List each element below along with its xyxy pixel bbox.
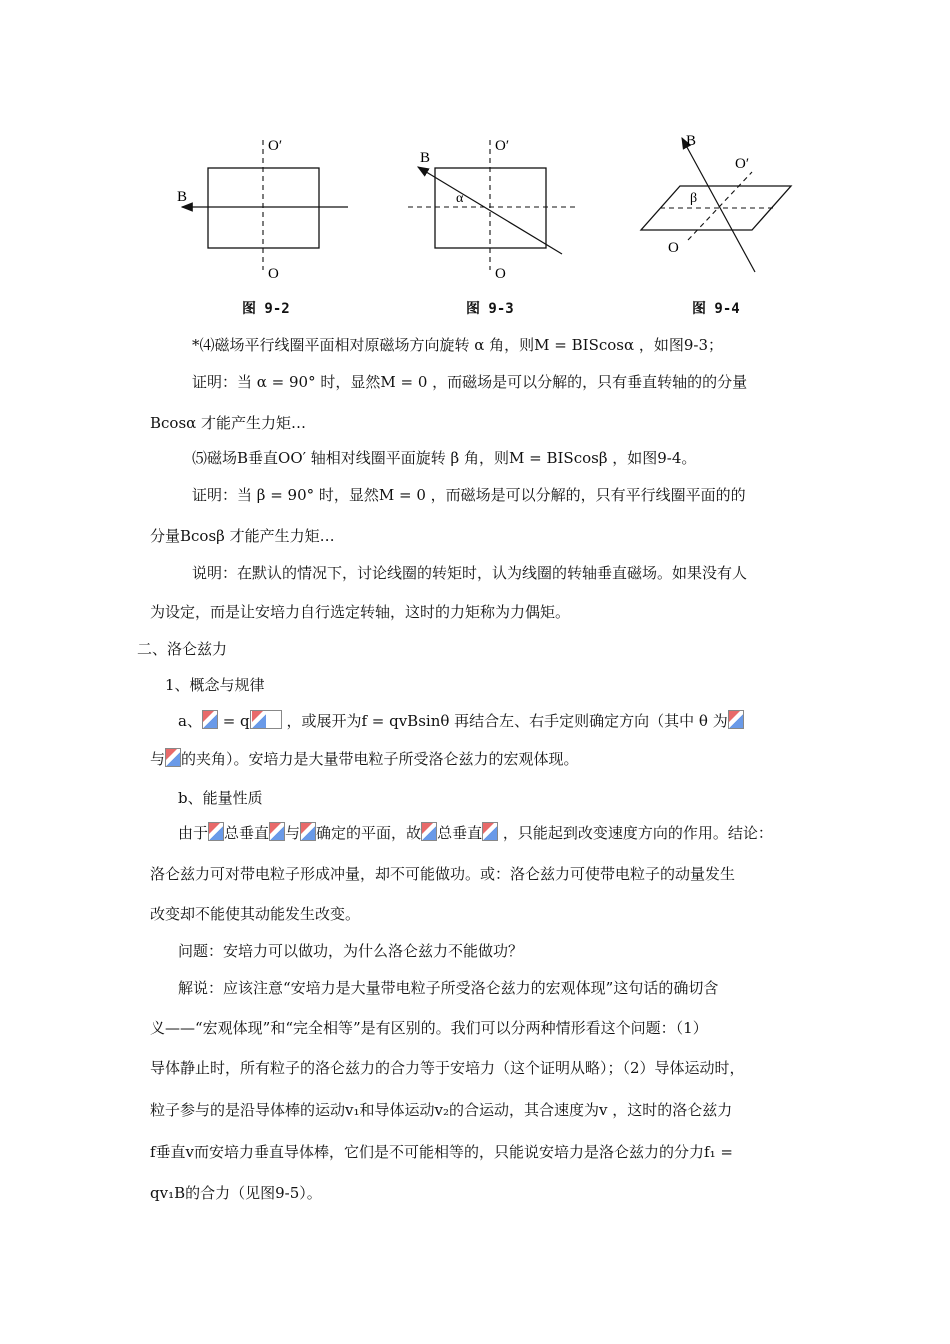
- caption-fig-9-4: 图 9-4: [692, 301, 740, 317]
- l11-rest: ，或展开为f = qvBsinθ 再结合左、右手定则确定方向（其中 θ 为: [281, 712, 728, 730]
- fig4-label-O: O: [668, 240, 679, 256]
- para-line-2: 证明：当 α = 90° 时，显然M = 0 ，而磁场是可以分解的，只有垂直转轴的的分量: [192, 373, 748, 391]
- para-line-15: 洛仑兹力可对带电粒子形成冲量，却不可能做功。或：洛仑兹力可使带电粒子的动量发生: [150, 865, 736, 883]
- para-line-8: 为设定，而是让安培力自行选定转轴，这时的力矩称为力偶矩。: [150, 603, 571, 621]
- l14-b: 总垂直: [224, 824, 270, 842]
- fig4-angle-beta: β: [690, 191, 698, 206]
- vector-v-cross-b-image: [252, 711, 266, 728]
- subsection-heading-1: 1、概念与规律: [165, 676, 265, 694]
- vector-v-image: [728, 710, 744, 729]
- fig2-label-Ot: O′: [268, 138, 283, 154]
- section-heading: 二、洛仑兹力: [137, 640, 228, 658]
- l11-prefix: a、: [178, 712, 202, 730]
- vector-f-image: [202, 710, 218, 729]
- para-line-18: 解说：应该注意“安培力是大量带电粒子所受洛仑兹力的宏观体现”这句话的确切含: [178, 979, 719, 997]
- para-line-5: 证明：当 β = 90° 时，显然M = 0 ，而磁场是可以分解的，只有平行线圈平面的的: [192, 486, 746, 504]
- para-line-7: 说明：在默认的情况下，讨论线圈的转矩时，认为线圈的转轴垂直磁场。如果没有人: [192, 564, 748, 582]
- figure-9-3: [408, 138, 575, 282]
- para-line-16: 改变却不能使其动能发生改变。: [150, 905, 361, 923]
- para-line-12: [150, 748, 579, 769]
- vector-v-image-2: [269, 822, 285, 841]
- fig4-label-B: B: [686, 133, 697, 149]
- para-line-6: 分量Bcosβ 才能产生力矩…: [150, 527, 335, 545]
- para-line-23: qv₁B的合力（见图9-5）。: [150, 1184, 322, 1202]
- vector-b-image: [165, 748, 181, 767]
- fig2-label-B: B: [177, 189, 188, 205]
- figures-area: [0, 0, 950, 330]
- caption-fig-9-2: 图 9-2: [242, 301, 290, 317]
- l14-d: 确定的平面，故: [316, 824, 422, 842]
- fig3-label-O: O: [495, 266, 506, 282]
- para-line-14: [178, 822, 773, 843]
- para-line-11: [178, 710, 744, 731]
- vector-v-image-3: [482, 822, 498, 841]
- fig3-angle-alpha: α: [456, 191, 464, 206]
- vector-f-image-3: [421, 822, 437, 841]
- para-line-17: 问题：安培力可以做功，为什么洛仑兹力不能做功？: [178, 942, 524, 960]
- caption-fig-9-3: 图 9-3: [466, 301, 514, 317]
- fig2-label-O: O: [268, 266, 279, 282]
- l12-rest: 的夹角）。安培力是大量带电粒子所受洛仑兹力的宏观体现。: [181, 750, 579, 768]
- para-line-19: 义——“宏观体现”和“完全相等”是有区别的。我们可以分两种情形看这个问题：（1）: [150, 1019, 708, 1037]
- l11-eq: = q: [217, 712, 250, 730]
- l14-e: 总垂直: [437, 824, 483, 842]
- fig3-label-Ot: O′: [495, 138, 510, 154]
- fig3-label-B: B: [420, 150, 431, 166]
- para-line-20: 导体静止时，所有粒子的洛仑兹力的合力等于安培力（这个证明从略）；（2）导体运动时，: [150, 1059, 745, 1077]
- subsection-heading-b: b、能量性质: [178, 789, 263, 807]
- l14-c: 与: [285, 824, 301, 842]
- l14-f: ，只能起到改变速度方向的作用。结论：: [498, 824, 773, 842]
- cross-product-image: [250, 710, 282, 729]
- figure-9-2: [177, 138, 348, 282]
- para-line-21: 粒子参与的是沿导体棒的运动v₁和导体运动v₂的合运动，其合速度为v ，这时的洛仑兹力: [150, 1101, 733, 1119]
- para-line-4: ⑸磁场B垂直OO′ 轴相对线圈平面旋转 β 角，则M = BIScosβ ，如图9-4。: [192, 449, 697, 467]
- vector-f-image-2: [208, 822, 224, 841]
- para-line-22: f垂直v而安培力垂直导体棒，它们是不可能相等的，只能说安培力是洛仑兹力的分力f₁ =: [150, 1143, 733, 1161]
- figure-9-4: [641, 133, 791, 272]
- l14-a: 由于: [178, 824, 209, 842]
- vector-b-image-2: [300, 822, 316, 841]
- fig4-label-Ot: O′: [735, 156, 750, 172]
- para-line-3: Bcosα 才能产生力矩…: [150, 414, 307, 432]
- l12-prefix: 与: [150, 750, 166, 768]
- para-line-1: *⑷磁场平行线圈平面相对原磁场方向旋转 α 角，则M = BIScosα ，如图9-3；: [192, 336, 724, 354]
